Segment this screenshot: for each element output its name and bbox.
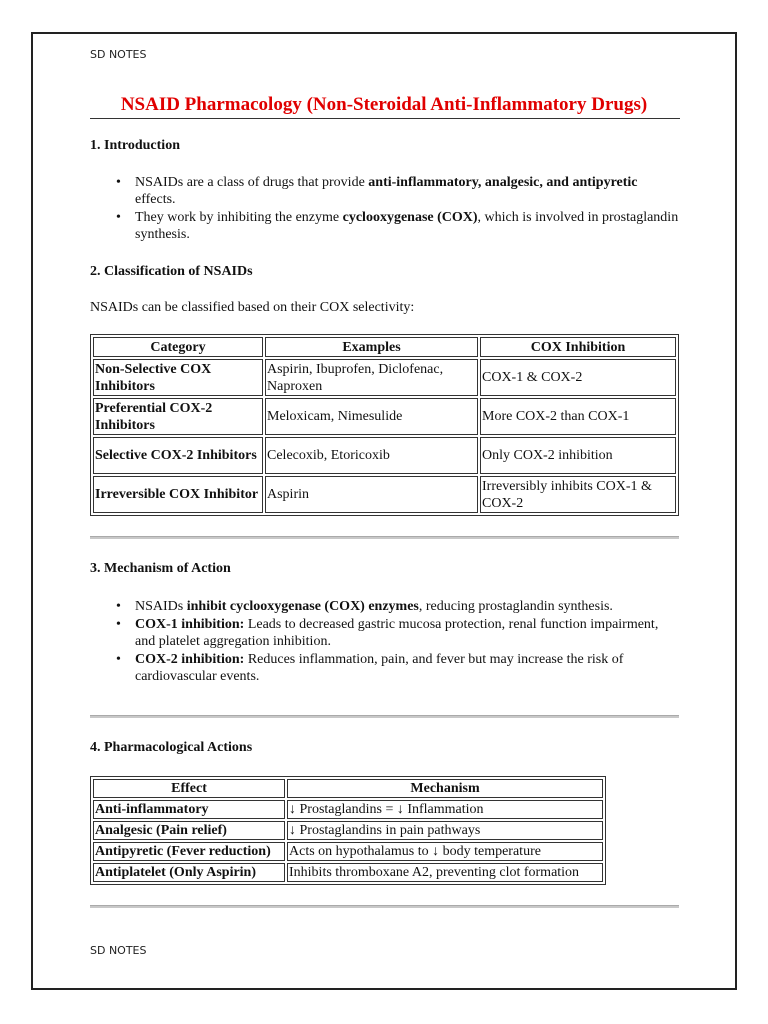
effect-cell: Antipyretic (Fever reduction) — [93, 842, 285, 861]
table-row — [93, 398, 676, 435]
inhibition-cell: More COX-2 than COX-1 — [480, 398, 676, 435]
mechanism-cell: Acts on hypothalamus to ↓ body temperature — [287, 842, 603, 861]
table-row — [93, 476, 676, 513]
table-row — [93, 359, 676, 396]
list-item: • They work by inhibiting the enzyme cyclooxygenase (COX), which is involved in prostaglandin synthesis. — [135, 209, 680, 243]
list-item: • COX-2 inhibition: Reduces inflammation, pain, and fever but may increase the risk of cardiovascular events. — [135, 651, 680, 685]
title-underline — [90, 118, 680, 119]
examples-cell: Celecoxib, Etoricoxib — [265, 437, 478, 474]
column-header: Mechanism — [287, 779, 603, 798]
effect-cell: Anti-inflammatory — [93, 800, 285, 819]
column-header: Effect — [93, 779, 285, 798]
column-header: Examples — [265, 337, 478, 357]
mechanism-cell: ↓ Prostaglandins in pain pathways — [287, 821, 603, 840]
mechanism-cell: Inhibits thromboxane A2, preventing clot formation — [287, 863, 603, 882]
column-header: COX Inhibition — [480, 337, 676, 357]
table-row — [93, 800, 603, 819]
category-cell: Preferential COX-2 Inhibitors — [93, 398, 263, 435]
page-title: NSAID Pharmacology (Non-Steroidal Anti-Inflammatory Drugs) — [120, 94, 648, 115]
horizontal-rule — [90, 715, 679, 718]
mechanism-cell: ↓ Prostaglandins = ↓ Inflammation — [287, 800, 603, 819]
category-cell: Selective COX-2 Inhibitors — [93, 437, 263, 474]
actions-table — [90, 776, 606, 885]
horizontal-rule — [90, 905, 679, 908]
list-item: • COX-1 inhibition: Leads to decreased gastric mucosa protection, renal function impairment, and platelet aggregation inhibition. — [135, 616, 680, 650]
effect-cell: Analgesic (Pain relief) — [93, 821, 285, 840]
section-heading-introduction: 1. Introduction — [90, 138, 180, 153]
category-cell: Irreversible COX Inhibitor — [93, 476, 263, 513]
table-header-row — [93, 779, 603, 798]
header-note: SD NOTES — [90, 48, 147, 61]
classification-intro: NSAIDs can be classified based on their COX selectivity: — [90, 300, 415, 315]
list-item: • NSAIDs are a class of drugs that provide anti-inflammatory, analgesic, and antipyretic effects. — [135, 174, 680, 208]
table-header-row — [93, 337, 676, 357]
category-cell: Non-Selective COX Inhibitors — [93, 359, 263, 396]
classification-table — [90, 334, 679, 516]
mechanism-bullets — [90, 598, 680, 686]
section-heading-actions: 4. Pharmacological Actions — [90, 740, 253, 755]
column-header: Category — [93, 337, 263, 357]
inhibition-cell: Irreversibly inhibits COX-1 & COX-2 — [480, 476, 676, 513]
footer-note: SD NOTES — [90, 944, 147, 957]
introduction-bullets — [90, 174, 680, 244]
table-row — [93, 821, 603, 840]
list-item: • NSAIDs inhibit cyclooxygenase (COX) enzymes, reducing prostaglandin synthesis. — [135, 598, 680, 615]
examples-cell: Meloxicam, Nimesulide — [265, 398, 478, 435]
examples-cell: Aspirin — [265, 476, 478, 513]
inhibition-cell: COX-1 & COX-2 — [480, 359, 676, 396]
section-heading-classification: 2. Classification of NSAIDs — [90, 264, 253, 279]
effect-cell: Antiplatelet (Only Aspirin) — [93, 863, 285, 882]
section-heading-mechanism: 3. Mechanism of Action — [90, 561, 231, 576]
table-row — [93, 863, 603, 882]
horizontal-rule — [90, 536, 679, 539]
table-row — [93, 842, 603, 861]
inhibition-cell: Only COX-2 inhibition — [480, 437, 676, 474]
table-row — [93, 437, 676, 474]
examples-cell: Aspirin, Ibuprofen, Diclofenac, Naproxen — [265, 359, 478, 396]
